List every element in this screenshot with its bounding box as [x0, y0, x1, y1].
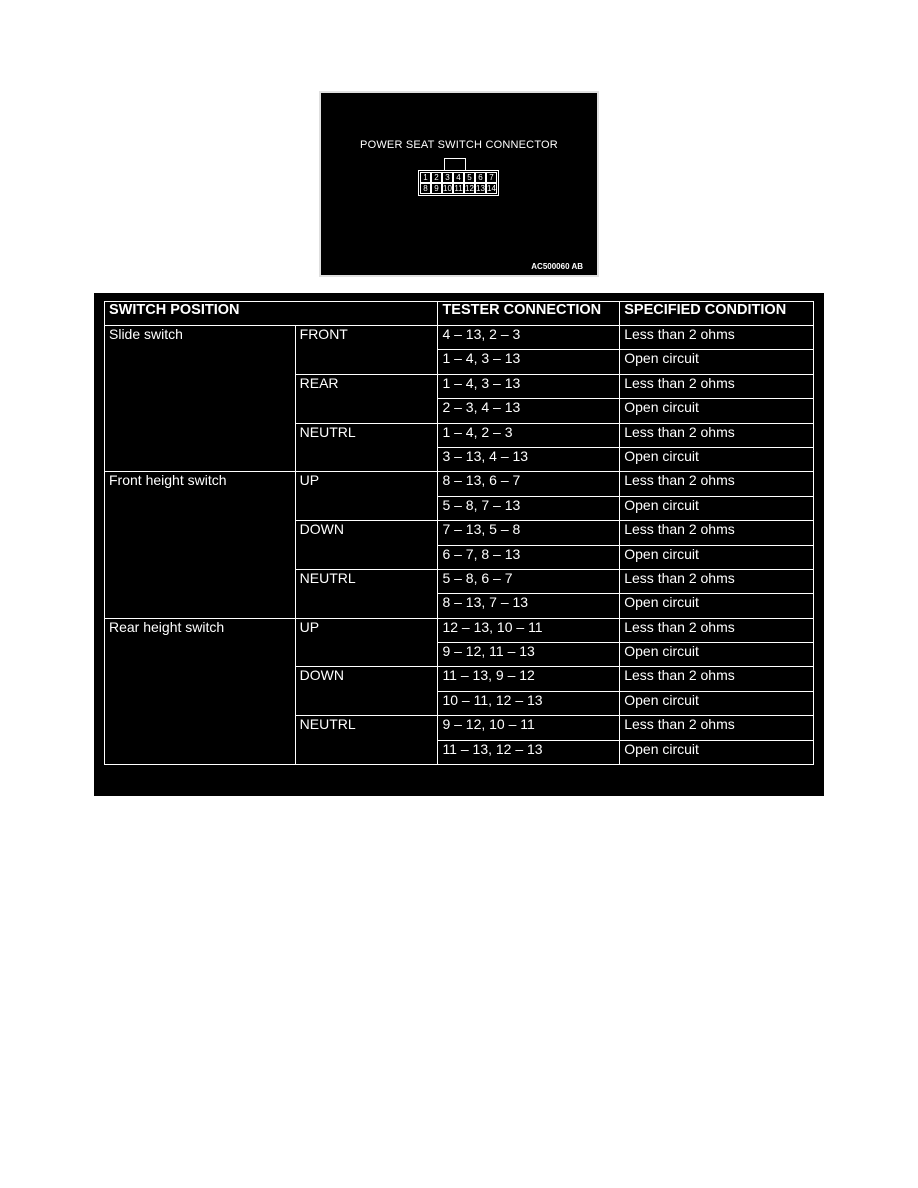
connector-pin: 8: [420, 183, 431, 194]
table-row: [105, 472, 814, 496]
tester-connection-cell: 3 – 13, 4 – 13: [438, 447, 620, 471]
header-specified-condition: SPECIFIED CONDITION: [620, 302, 814, 326]
specified-condition-cell: Open circuit: [620, 643, 814, 667]
tester-connection-cell: 4 – 13, 2 – 3: [438, 326, 620, 350]
specified-condition-cell: Open circuit: [620, 545, 814, 569]
switch-position-cell: NEUTRL: [295, 423, 438, 472]
tester-connection-cell: 10 – 11, 12 – 13: [438, 691, 620, 715]
tester-connection-cell: 9 – 12, 10 – 11: [438, 716, 620, 740]
specified-condition-cell: Less than 2 ohms: [620, 374, 814, 398]
connector-pin: 5: [464, 172, 475, 183]
connector-pin: 1: [420, 172, 431, 183]
tester-connection-cell: 11 – 13, 9 – 12: [438, 667, 620, 691]
switch-position-cell: NEUTRL: [295, 569, 438, 618]
connector-pin: 4: [453, 172, 464, 183]
tester-connection-cell: 8 – 13, 6 – 7: [438, 472, 620, 496]
tester-connection-cell: 1 – 4, 3 – 13: [438, 350, 620, 374]
tester-connection-cell: 8 – 13, 7 – 13: [438, 594, 620, 618]
connector-figure: [319, 91, 599, 277]
connector-pin: 10: [443, 184, 452, 193]
tester-connection-cell: 2 – 3, 4 – 13: [438, 399, 620, 423]
specified-condition-cell: Open circuit: [620, 496, 814, 520]
table-row: [105, 618, 814, 642]
connector-lock-tab: [444, 158, 466, 170]
table-header-row: [105, 302, 814, 326]
specified-condition-cell: Open circuit: [620, 399, 814, 423]
tester-connection-cell: 6 – 7, 8 – 13: [438, 545, 620, 569]
figure-title: POWER SEAT SWITCH CONNECTOR: [360, 139, 558, 151]
tester-connection-cell: 5 – 8, 6 – 7: [438, 569, 620, 593]
switch-name-cell: Rear height switch: [105, 618, 296, 764]
switch-position-cell: REAR: [295, 374, 438, 423]
specified-condition-cell: Less than 2 ohms: [620, 569, 814, 593]
connector-pin: 9: [431, 183, 442, 194]
table-row: [105, 326, 814, 350]
connector-pin: 3: [442, 172, 453, 183]
tester-connection-cell: 9 – 12, 11 – 13: [438, 643, 620, 667]
tester-connection-cell: 5 – 8, 7 – 13: [438, 496, 620, 520]
switch-position-cell: FRONT: [295, 326, 438, 375]
specified-condition-cell: Open circuit: [620, 350, 814, 374]
tester-connection-cell: 12 – 13, 10 – 11: [438, 618, 620, 642]
specified-condition-cell: Less than 2 ohms: [620, 716, 814, 740]
inspection-table-panel: [94, 293, 824, 796]
switch-position-cell: UP: [295, 472, 438, 521]
connector-pin: 14: [487, 184, 496, 193]
specified-condition-cell: Less than 2 ohms: [620, 472, 814, 496]
switch-name-cell: Front height switch: [105, 472, 296, 618]
connector-pin: 12: [465, 184, 474, 193]
connector-pins: [418, 170, 499, 196]
figure-code: AC500060 AB: [531, 262, 583, 271]
switch-position-cell: NEUTRL: [295, 716, 438, 765]
connector-pin: 2: [431, 172, 442, 183]
tester-connection-cell: 11 – 13, 12 – 13: [438, 740, 620, 764]
header-switch-position: SWITCH POSITION: [105, 302, 438, 326]
connector-pin: 6: [475, 172, 486, 183]
connector-pin: 7: [486, 172, 497, 183]
specified-condition-cell: Less than 2 ohms: [620, 326, 814, 350]
connector-pin: 13: [476, 184, 485, 193]
specified-condition-cell: Open circuit: [620, 740, 814, 764]
specified-condition-cell: Less than 2 ohms: [620, 618, 814, 642]
specified-condition-cell: Less than 2 ohms: [620, 521, 814, 545]
specified-condition-cell: Open circuit: [620, 447, 814, 471]
connector-diagram: [418, 170, 499, 196]
switch-name-cell: Slide switch: [105, 326, 296, 472]
connector-pin: 11: [454, 184, 463, 193]
specified-condition-cell: Less than 2 ohms: [620, 667, 814, 691]
specified-condition-cell: Open circuit: [620, 594, 814, 618]
specified-condition-cell: Less than 2 ohms: [620, 423, 814, 447]
switch-position-cell: DOWN: [295, 521, 438, 570]
switch-position-cell: UP: [295, 618, 438, 667]
header-tester-connection: TESTER CONNECTION: [438, 302, 620, 326]
inspection-table: [104, 301, 814, 765]
tester-connection-cell: 7 – 13, 5 – 8: [438, 521, 620, 545]
specified-condition-cell: Open circuit: [620, 691, 814, 715]
tester-connection-cell: 1 – 4, 3 – 13: [438, 374, 620, 398]
switch-position-cell: DOWN: [295, 667, 438, 716]
tester-connection-cell: 1 – 4, 2 – 3: [438, 423, 620, 447]
